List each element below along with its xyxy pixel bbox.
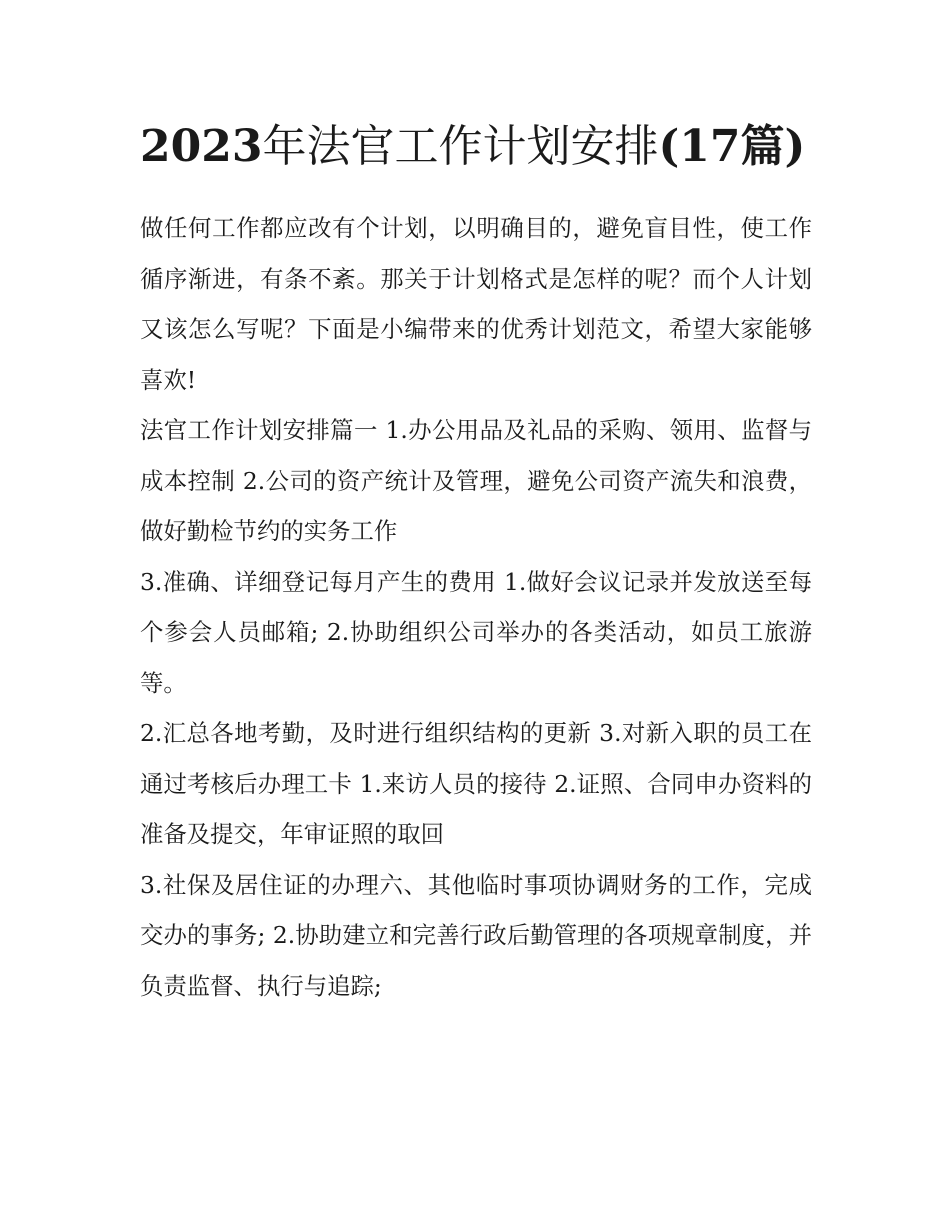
title-main: 年法官工作计划安排 (262, 121, 659, 172)
paragraph-2: 3.准确、详细登记每月产生的费用 1.做好会议记录并发放送至每个参会人员邮箱; 2.协助组织公司举办的各类活动，如员工旅游等。 (140, 567, 812, 697)
paragraph-3: 2.汇总各地考勤，及时进行组织结构的更新 3.对新入职的员工在通过考核后办理工卡 1.来访人员的接待 2.证照、合同申办资料的准备及提交，年审证照的取回 (140, 719, 812, 848)
title-count: (17篇) (658, 121, 806, 172)
title-year: 2023 (140, 121, 263, 172)
document-page (140, 112, 812, 1011)
document-title (140, 112, 812, 181)
paragraph-1: 法官工作计划安排篇一 1.办公用品及礼品的采购、领用、监督与成本控制 2.公司的资产统计及管理，避免公司资产流失和浪费，做好勤检节约的实务工作 (140, 416, 812, 545)
paragraph-intro: 做任何工作都应改有个计划，以明确目的，避免盲目性，使工作循序渐进，有条不紊。那关于计划格式是怎样的呢？而个人计划又该怎么写呢？下面是小编带来的优秀计划范文，希望大家能够喜欢! (140, 214, 812, 394)
paragraph-4: 3.社保及居住证的办理六、其他临时事项协调财务的工作，完成交办的事务; 2.协助建立和完善行政后勤管理的各项规章制度，并负责监督、执行与追踪; (140, 870, 812, 1000)
